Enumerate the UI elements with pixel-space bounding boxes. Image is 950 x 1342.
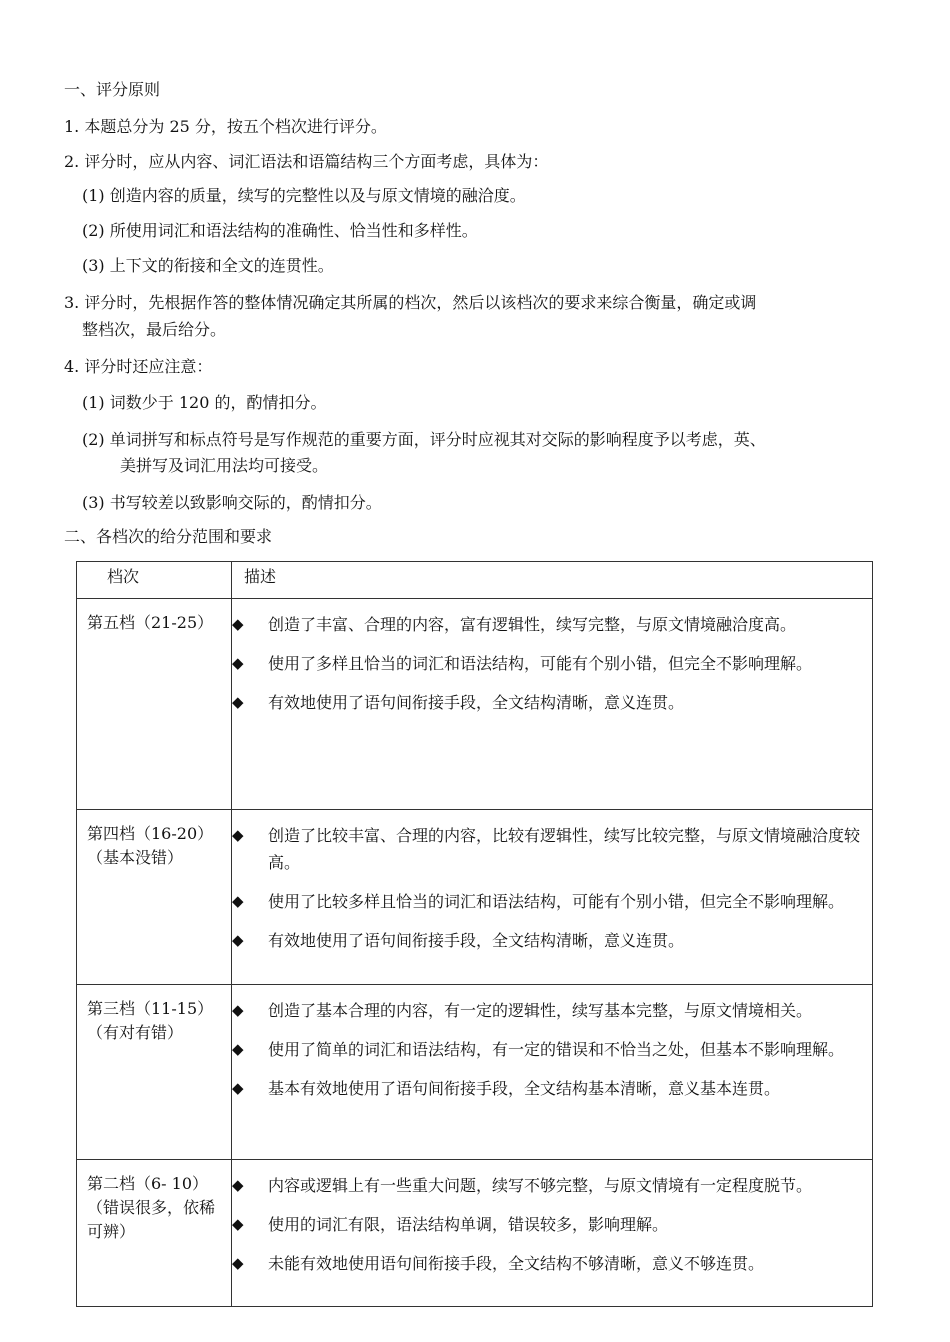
scoring-table [76,561,873,1307]
level-cell: 第四档（16-20）（基本没错） [77,810,232,985]
list-item: ◆ 创造了丰富、合理的内容，富有逻辑性，续写完整，与原文情境融洽度高。 [232,611,872,638]
principle-item-4-sub-1: (1) 词数少于 120 的，酌情扣分。 [82,393,327,412]
principle-item-2-sub-1: (1) 创造内容的质量，续写的完整性以及与原文情境的融洽度。 [82,186,526,205]
table-row [77,810,873,985]
section-1-title: 一、评分原则 [64,80,161,99]
list-item: ◆ 使用了多样且恰当的词汇和语法结构，可能有个别小错，但完全不影响理解。 [232,650,872,677]
list-item: ◆ 使用了简单的词汇和语法结构，有一定的错误和不恰当之处，但基本不影响理解。 [232,1036,872,1063]
principle-item-4-sub-3: (3) 书写较差以致影响交际的，酌情扣分。 [82,493,382,512]
diamond-bullet-icon: ◆ [232,1001,244,1019]
diamond-bullet-icon: ◆ [232,1040,244,1058]
table-header-row [77,562,873,599]
principle-item-4: 4. 评分时还应注意： [64,357,213,376]
principle-item-2: 2. 评分时，应从内容、词汇语法和语篇结构三个方面考虑，具体为： [64,152,549,171]
description-cell [232,599,873,810]
list-item: ◆ 创造了基本合理的内容，有一定的逻辑性，续写基本完整，与原文情境相关。 [232,997,872,1024]
level-cell: 第二档（6- 10）（错误很多，依稀可辨） [77,1160,232,1307]
diamond-bullet-icon: ◆ [232,931,244,949]
diamond-bullet-icon: ◆ [232,654,244,672]
principle-item-2-sub-2: (2) 所使用词汇和语法结构的准确性、恰当性和多样性。 [82,221,478,240]
list-item: ◆ 使用了比较多样且恰当的词汇和语法结构，可能有个别小错，但完全不影响理解。 [232,888,872,915]
diamond-bullet-icon: ◆ [232,615,244,633]
principle-item-4-sub-2-line-1: (2) 单词拼写和标点符号是写作规范的重要方面，评分时应视其对交际的影响程度予以考虑，英、 [82,430,766,449]
level-cell: 第三档（11-15） （有对有错） [77,985,232,1160]
description-cell [232,1160,873,1307]
principle-item-3-line-2: 整档次，最后给分。 [82,320,227,339]
diamond-bullet-icon: ◆ [232,826,244,844]
list-item: ◆ 未能有效地使用语句间衔接手段，全文结构不够清晰，意义不够连贯。 [232,1250,872,1277]
header-description: 描述 [232,562,873,599]
list-item: ◆ 内容或逻辑上有一些重大问题，续写不够完整，与原文情境有一定程度脱节。 [232,1172,872,1199]
principle-item-4-sub-2-line-2: 美拼写及词汇用法均可接受。 [120,456,329,475]
table-row [77,1160,873,1307]
list-item: ◆ 有效地使用了语句间衔接手段，全文结构清晰，意义连贯。 [232,689,872,716]
header-level: 档次 [77,562,232,599]
diamond-bullet-icon: ◆ [232,1079,244,1097]
principle-item-1: 1. 本题总分为 25 分，按五个档次进行评分。 [64,117,387,136]
level-cell: 第五档（21-25） [77,599,232,810]
section-2-title: 二、各档次的给分范围和要求 [64,527,273,546]
diamond-bullet-icon: ◆ [232,1176,244,1194]
table-row [77,599,873,810]
principle-item-2-sub-3: (3) 上下文的衔接和全文的连贯性。 [82,256,334,275]
description-cell [232,810,873,985]
description-cell [232,985,873,1160]
diamond-bullet-icon: ◆ [232,1254,244,1272]
diamond-bullet-icon: ◆ [232,1215,244,1233]
principle-item-3-line-1: 3. 评分时，先根据作答的整体情况确定其所属的档次，然后以该档次的要求来综合衡量，确定或调 [64,293,757,312]
list-item: ◆ 使用的词汇有限，语法结构单调，错误较多，影响理解。 [232,1211,872,1238]
list-item: ◆ 有效地使用了语句间衔接手段，全文结构清晰，意义连贯。 [232,927,872,954]
list-item: ◆ 创造了比较丰富、合理的内容，比较有逻辑性，续写比较完整，与原文情境融洽度较高。 [232,822,872,876]
table-row [77,985,873,1160]
diamond-bullet-icon: ◆ [232,892,244,910]
list-item: ◆ 基本有效地使用了语句间衔接手段，全文结构基本清晰，意义基本连贯。 [232,1075,872,1102]
diamond-bullet-icon: ◆ [232,693,244,711]
